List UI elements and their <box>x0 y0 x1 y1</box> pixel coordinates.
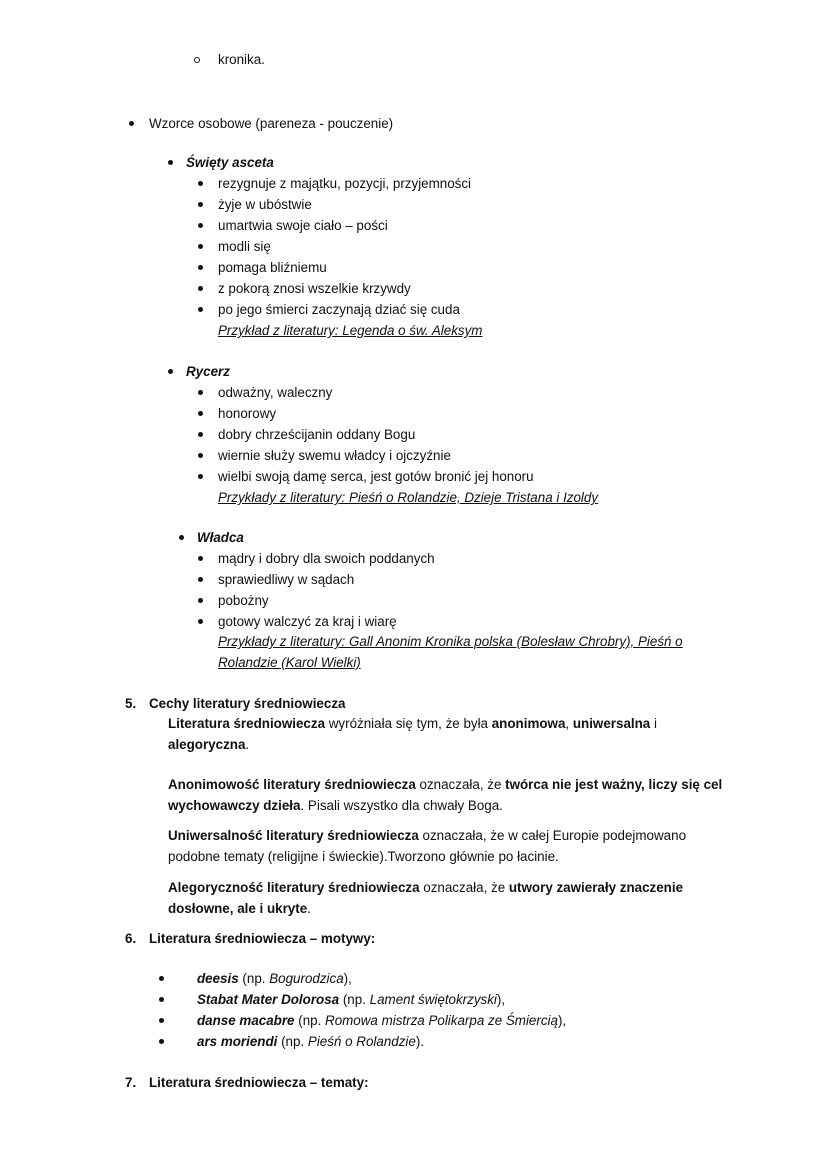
bullet-icon <box>159 997 164 1002</box>
bullet-icon <box>198 265 203 270</box>
list-item: po jego śmierci zaczynają dziać się cuda <box>218 302 460 317</box>
bullet-icon <box>179 535 184 540</box>
bullet-icon <box>198 307 203 312</box>
section5-intro-line1: Literatura średniowiecza wyróżniała się tym, że była anonimowa, uniwersalna i <box>168 716 657 731</box>
list-item: z pokorą znosi wszelkie krzywdy <box>218 281 411 296</box>
wzorce-heading: Wzorce osobowe (pareneza - pouczenie) <box>149 116 394 131</box>
uni-paragraph-line1: Uniwersalność literatury średniowiecza oznaczała, że w całej Europie podejmowano <box>168 828 687 843</box>
rycerz-title: Rycerz <box>186 364 230 379</box>
aleg-paragraph-line1: Alegoryczność literatury średniowiecza oznaczała, że utwory zawierały znaczenie <box>168 880 684 895</box>
wladca-title: Władca <box>197 530 244 545</box>
list-item: żyje w ubóstwie <box>218 197 312 212</box>
bullet-icon <box>198 556 203 561</box>
bullet-icon <box>168 160 173 165</box>
list-item: danse macabre (np. Romowa mistrza Polikarpa ze Śmiercią), <box>197 1013 567 1028</box>
wladca-example-line2: Rolandzie (Karol Wielki) <box>218 655 361 670</box>
bullet-icon <box>198 474 203 479</box>
bullet-icon <box>198 411 203 416</box>
section6-heading: Literatura średniowiecza – motywy: <box>149 931 376 946</box>
list-item: wielbi swoją damę serca, jest gotów bronić jej honoru <box>218 469 534 484</box>
list-item: rezygnuje z majątku, pozycji, przyjemności <box>218 176 472 191</box>
bullet-icon <box>198 453 203 458</box>
bullet-icon <box>198 598 203 603</box>
section5-intro-line2: alegoryczna. <box>168 737 250 752</box>
section-number: 6. <box>125 931 137 946</box>
list-item: pobożny <box>218 593 269 608</box>
list-item: odważny, waleczny <box>218 385 333 400</box>
circle-bullet-icon <box>194 57 200 63</box>
bullet-icon <box>159 1018 164 1023</box>
list-item: wiernie służy swemu władcy i ojczyźnie <box>218 448 451 463</box>
wladca-example-line1: Przykłady z literatury: Gall Anonim Kronika polska (Bolesław Chrobry), Pieśń o <box>218 634 683 649</box>
list-item: ars moriendi (np. Pieśń o Rolandzie). <box>197 1034 425 1049</box>
list-item: modli się <box>218 239 271 254</box>
bullet-icon <box>198 181 203 186</box>
bullet-icon <box>198 432 203 437</box>
section-number: 5. <box>125 696 137 711</box>
list-item: Stabat Mater Dolorosa (np. Lament świętokrzyski), <box>197 992 506 1007</box>
bullet-icon <box>198 390 203 395</box>
anon-paragraph-line1: Anonimowość literatury średniowiecza oznaczała, że twórca nie jest ważny, liczy się cel <box>168 777 723 792</box>
bullet-icon <box>159 976 164 981</box>
list-item: pomaga bliźniemu <box>218 260 327 275</box>
anon-paragraph-line2: wychowawczy dzieła. Pisali wszystko dla chwały Boga. <box>168 798 503 813</box>
section-number: 7. <box>125 1075 137 1090</box>
list-item: mądry i dobry dla swoich poddanych <box>218 551 435 566</box>
list-item: deesis (np. Bogurodzica), <box>197 971 352 986</box>
list-item: umartwia swoje ciało – pości <box>218 218 388 233</box>
bullet-icon <box>198 286 203 291</box>
list-item: sprawiedliwy w sądach <box>218 572 355 587</box>
bullet-icon <box>198 202 203 207</box>
swiety-title: Święty asceta <box>186 155 274 170</box>
bullet-icon <box>198 577 203 582</box>
section5-heading: Cechy literatury średniowiecza <box>149 696 346 711</box>
bullet-icon <box>198 619 203 624</box>
list-item: honorowy <box>218 406 277 421</box>
list-item-kronika: kronika. <box>218 52 265 67</box>
rycerz-example: Przykłady z literatury: Pieśń o Rolandzie, Dzieje Tristana i Izoldy <box>218 490 599 505</box>
bullet-icon <box>198 223 203 228</box>
list-item: gotowy walczyć za kraj i wiarę <box>218 614 397 629</box>
section7-heading: Literatura średniowiecza – tematy: <box>149 1075 369 1090</box>
aleg-paragraph-line2: dosłowne, ale i ukryte. <box>168 901 311 916</box>
list-item: dobry chrześcijanin oddany Bogu <box>218 427 416 442</box>
uni-paragraph-line2: podobne tematy (religijne i świeckie).Tworzono głównie po łacinie. <box>168 849 559 864</box>
bullet-icon <box>198 244 203 249</box>
bullet-icon <box>159 1039 164 1044</box>
bullet-icon <box>168 369 173 374</box>
bullet-icon <box>129 121 134 126</box>
swiety-example: Przykład z literatury: Legenda o św. Aleksym <box>218 323 483 338</box>
